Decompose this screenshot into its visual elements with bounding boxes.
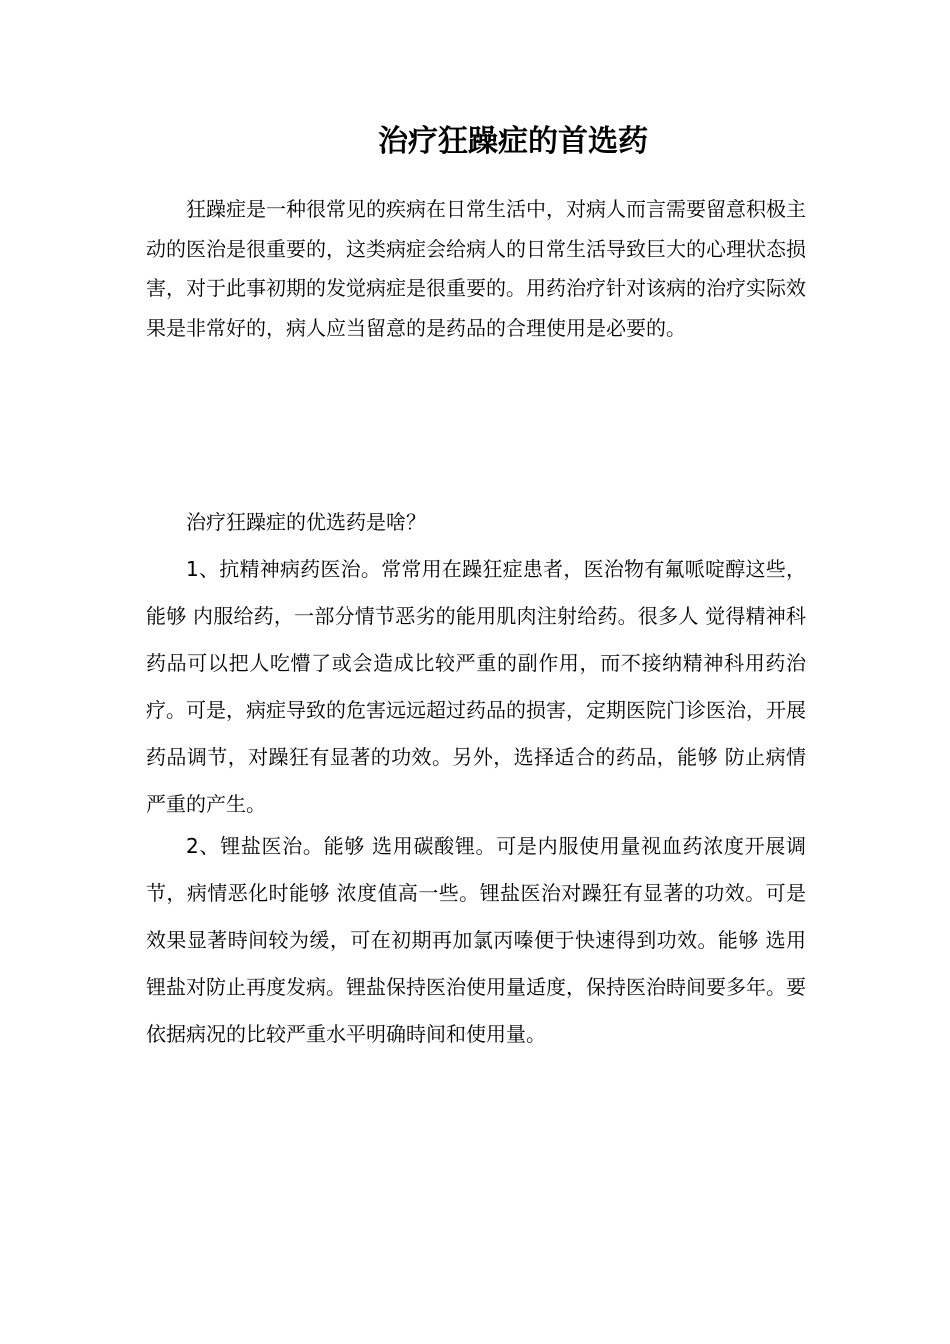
item-2-paragraph: 2、锂盐医治。能够 选用碳酸锂。可是内服使用量视血药浓度开展调节，病情恶化时能够 浓度值高一些。锂盐医治对躁狂有显著的功效。可是效果显著時间较为缓，可在初期再加氯丙嗪便于快速得到功效。能够 选用锂盐对防止再度发病。锂盐保持医治使用量适度，保持医治時间要多年。要依据病况的比较严重水平明确時间和使用量。 bbox=[146, 834, 806, 1046]
question-paragraph: 治疗狂躁症的优选药是啥？ bbox=[186, 510, 426, 534]
intro-paragraph: 狂躁症是一种很常见的疾病在日常生活中，对病人而言需要留意积极主动的医治是很重要的，这类病症会给病人的日常生活导致巨大的心理状态损害，对于此事初期的发觉病症是很重要的。用药治疗针对该病的治疗实际效果是非常好的，病人应当留意的是药品的合理使用是必要的。 bbox=[146, 197, 806, 340]
item-1-paragraph: 1、抗精神病药医治。常常用在躁狂症患者，医治物有氟哌啶醇这些，能够 内服给药，一部分情节恶劣的能用肌肉注射给药。很多人 觉得精神科药品可以把人吃懵了或会造成比较严重的副作用，而不接纳精神科用药治疗。可是，病症导致的危害远远超过药品的损害，定期医院门诊医治，开展药品调节，对躁狂有显著的功效。另外，选择适合的药品，能够 防止病情严重的产生。 bbox=[146, 557, 806, 816]
document-title: 治疗狂躁症的首选药 bbox=[378, 124, 648, 159]
